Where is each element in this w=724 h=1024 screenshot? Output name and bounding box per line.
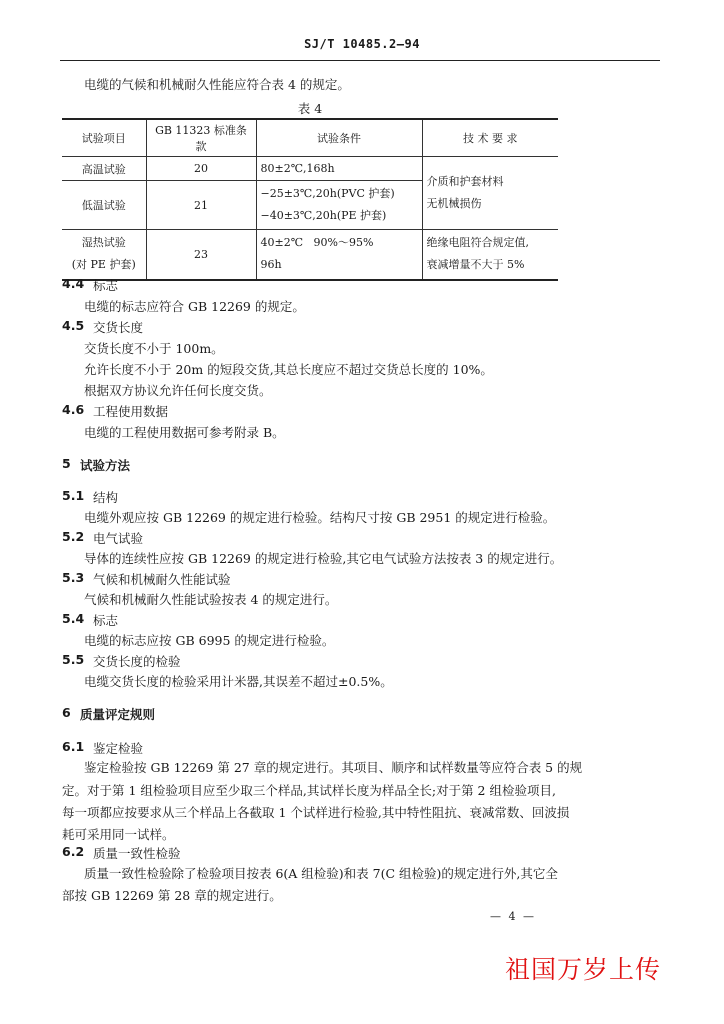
section-6-2-number: 6.2: [62, 844, 85, 859]
chapter-6-number: 6: [62, 705, 71, 720]
row-clause: 21: [146, 181, 256, 230]
section-5-1-text: 电缆外观应按 GB 12269 的规定进行检验。结构尺寸按 GB 2951 的规定进行检验。: [84, 510, 556, 525]
row-item: [62, 230, 146, 280]
row-clause: 23: [146, 230, 256, 280]
section-5-1-title: 结构: [93, 490, 119, 505]
section-4-5-number: 4.5: [62, 318, 85, 333]
table-row: [62, 230, 558, 280]
col-header-condition: 试验条件: [256, 119, 422, 157]
section-4-6-number: 4.6: [62, 402, 85, 417]
row-item: 高温试验: [62, 157, 146, 181]
table-header-row: [62, 119, 558, 157]
page-number: — 4 —: [490, 910, 536, 923]
requirement-a-line2: 无机械损伤: [426, 197, 482, 210]
requirement-b-line1: 绝缘电阻符合规定值,: [426, 236, 529, 250]
section-5-5-text: 电缆交货长度的检验采用计米器,其误差不超过±0.5%。: [84, 674, 393, 689]
section-5-3-text: 气候和机械耐久性能试验按表 4 的规定进行。: [84, 592, 338, 607]
section-4-5-line1: 交货长度不小于 100m。: [84, 341, 224, 356]
section-6-1-line2: 定。对于第 1 组检验项目应至少取三个样品,其试样长度为样品全长;对于第 2 组检验项目,: [62, 783, 556, 798]
condition-line1: −25±3℃,20h(PVC 护套): [260, 187, 395, 200]
section-5-4-text: 电缆的标志应按 GB 6995 的规定进行检验。: [84, 633, 335, 648]
chapter-5-title: 试验方法: [80, 458, 131, 473]
requirement-cell-a: [422, 157, 558, 230]
section-6-2-title: 质量一致性检验: [93, 846, 181, 861]
section-4-5-title: 交货长度: [93, 320, 144, 335]
section-4-5-line2: 允许长度不小于 20m 的短段交货,其总长度应不超过交货总长度的 10%。: [84, 362, 493, 377]
chapter-6-title: 质量评定规则: [80, 707, 156, 722]
table-row: [62, 157, 558, 181]
section-5-5-number: 5.5: [62, 652, 85, 667]
section-5-5-title: 交货长度的检验: [93, 654, 181, 669]
item-line1: 湿热试验: [81, 236, 126, 250]
section-6-1-title: 鉴定检验: [93, 741, 144, 756]
section-5-3-title: 气候和机械耐久性能试验: [93, 572, 231, 587]
section-6-2-line1: 质量一致性检验除了检验项目按表 6(A 组检验)和表 7(C 组检验)的规定进行外,其它全: [84, 866, 558, 881]
section-4-4-text: 电缆的标志应符合 GB 12269 的规定。: [84, 299, 305, 314]
condition-line2: 96h: [260, 258, 282, 272]
upload-watermark: 祖国万岁上传: [505, 955, 662, 984]
condition-line2: −40±3℃,20h(PE 护套): [260, 209, 387, 222]
section-4-6-text: 电缆的工程使用数据可参考附录 B。: [84, 425, 285, 440]
section-6-1-number: 6.1: [62, 739, 85, 754]
row-clause: 20: [146, 157, 256, 181]
section-5-2-number: 5.2: [62, 529, 85, 544]
section-4-5-line3: 根据双方协议允许任何长度交货。: [84, 383, 272, 398]
chapter-5-number: 5: [62, 456, 71, 471]
intro-text: 电缆的气候和机械耐久性能应符合表 4 的规定。: [84, 77, 350, 92]
section-4-4-title: 标志: [93, 278, 119, 293]
section-5-2-title: 电气试验: [93, 531, 144, 546]
requirement-a-line1: 介质和护套材料: [426, 175, 504, 188]
header-rule: [60, 60, 660, 61]
section-4-4-number: 4.4: [62, 276, 85, 291]
document-header: SJ/T 10485.2—94: [304, 37, 420, 51]
requirement-b-line2: 衰减增量不大于 5%: [426, 258, 525, 272]
section-6-1-line1: 鉴定检验按 GB 12269 第 27 章的规定进行。其项目、顺序和试样数量等应符合表 5 的规: [84, 760, 583, 775]
col-header-item: 试验项目: [62, 119, 146, 157]
table-caption: 表 4: [297, 101, 323, 116]
row-condition: 80±2℃,168h: [256, 157, 422, 181]
section-6-2-line2: 部按 GB 12269 第 28 章的规定进行。: [62, 888, 282, 903]
row-condition: [256, 181, 422, 230]
section-5-2-text: 导体的连续性应按 GB 12269 的规定进行检验,其它电气试验方法按表 3 的规定进行。: [84, 551, 563, 566]
section-4-6-title: 工程使用数据: [93, 404, 169, 419]
section-5-1-number: 5.1: [62, 488, 85, 503]
col-header-requirement: 技 术 要 求: [422, 119, 558, 157]
table-4: [62, 118, 558, 281]
requirement-cell-b: [422, 230, 558, 280]
section-5-3-number: 5.3: [62, 570, 85, 585]
condition-line1: 40±2℃ 90%～95%: [260, 236, 374, 250]
row-item: 低温试验: [62, 181, 146, 230]
col-header-clause: GB 11323 标准条款: [146, 119, 256, 157]
item-line2: (对 PE 护套): [71, 258, 136, 272]
section-5-4-number: 5.4: [62, 611, 85, 626]
row-condition: [256, 230, 422, 280]
section-6-1-line3: 每一项都应按要求从三个样品上各截取 1 个试样进行检验,其中特性阻抗、衰减常数、回波损: [62, 805, 570, 820]
section-6-1-line4: 耗可采用同一试样。: [62, 827, 175, 842]
section-5-4-title: 标志: [93, 613, 119, 628]
